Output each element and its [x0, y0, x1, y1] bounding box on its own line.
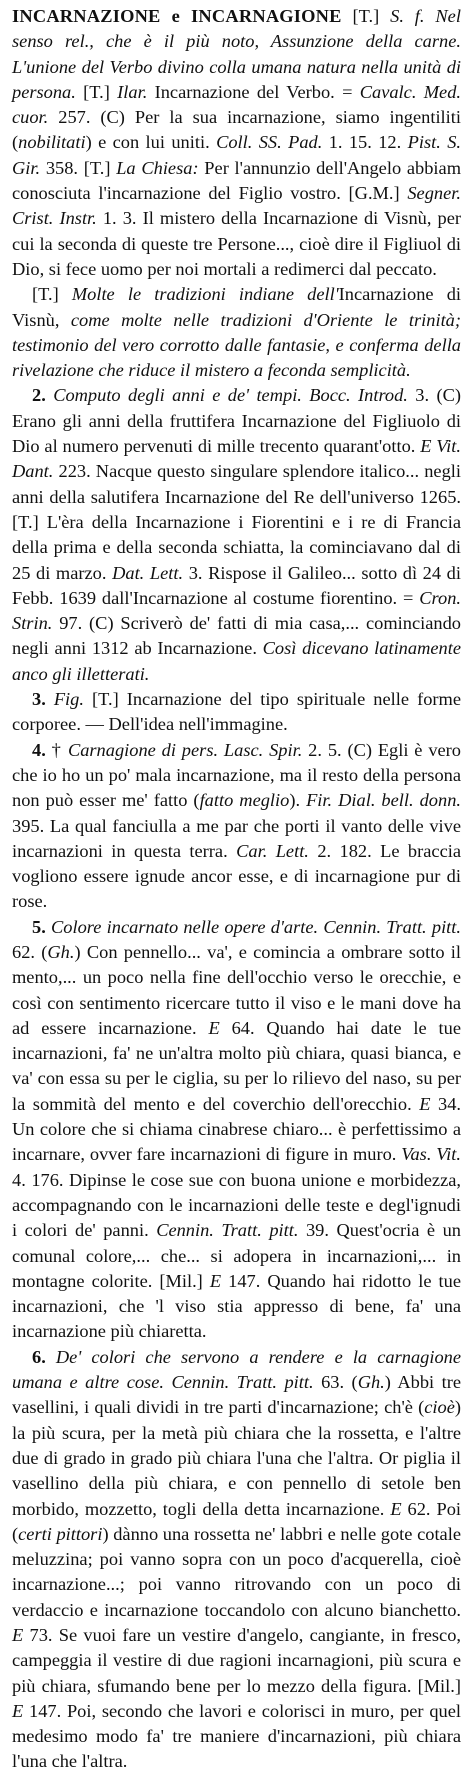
text-run: nobilitati: [18, 132, 86, 153]
entry-sense-paragraph: [12, 282, 461, 383]
text-run: De' colori che servono a rendere e la carnagione umana e altre cose. Cennin. Tratt. pitt.: [12, 1346, 461, 1393]
text-run: [T.]: [32, 284, 72, 305]
text-run: Segner. Crist. Instr.: [12, 183, 461, 229]
text-run: Dat. Lett.: [112, 562, 184, 583]
text-run: ) dànno una rossetta ne' labbri e nelle gote cotale meluzzina; poi vanno sopra con un poco d'acquerella, cioè incarnazione...; poi vanno ritrovando con un poco di verdaccio e incarnazione toccandolo con alcuno bianchetto.: [12, 1523, 461, 1620]
paragraph-body: [12, 385, 461, 683]
paragraph-body: [12, 917, 461, 1342]
text-run: Pist. S. Gir.: [12, 132, 461, 178]
text-run: Incarnazione del Verbo. =: [147, 81, 360, 102]
text-run: 1. 3. Il mistero della Incarnazione di Visnù, per cui la seconda di queste tre Persone..., cioè dire il Figliuol di Dio, si fece uomo per noi mortali a redimerci dal peccato.: [12, 208, 461, 279]
text-run: La Chiesa:: [116, 157, 199, 178]
text-run: E Vit. Dant.: [12, 436, 461, 482]
text-run: Incarnazione di Visnù,: [12, 284, 462, 330]
paragraph-body: [12, 284, 461, 380]
text-run: 1. 15. 12.: [322, 132, 408, 153]
text-run: Nel senso rel., che è il più noto, Assunzione della carne. L'unione del Verbo divino colla umana natura nella unità di persona.: [12, 6, 461, 102]
text-run: 2.: [32, 385, 46, 406]
text-run: Ilar.: [117, 81, 148, 102]
text-run: 39. Quest'ocria è un comunal colore,... che... si adopera in incarnazioni,... in montagne colorite. [Mil.]: [12, 1220, 461, 1291]
text-run: cioè: [424, 1397, 455, 1418]
text-run: Cron. Strin.: [12, 587, 461, 634]
text-run: E: [12, 1625, 24, 1645]
text-run: E: [390, 1498, 402, 1519]
text-run: Gh.: [357, 1372, 385, 1393]
text-run: ) Con pennello... va', e comincia a ombrare sotto il mento,... un poco nella fine dell'occhio verso le orecchie, e così con sentimento ricercare tutto il viso e le mani dove ha ad essere incarnazione.: [12, 941, 462, 1038]
text-run: 5.: [32, 916, 46, 937]
text-run: ) Abbi tre vasellini, i quali dividi in tre parti d'incarnazione; ch'è (: [12, 1372, 461, 1418]
text-run: 4. 176. Dipinse le cose sue con buona unione e morbidezza, accompagnando con le incarnazioni delle teste e degl'ignudi i colori de' panni.: [12, 1169, 461, 1241]
text-run: Così dicevano latinamente anco gli illetterati.: [12, 638, 461, 684]
text-run: certi pittori: [18, 1523, 103, 1544]
text-run: 3. Rispose il Galileo... sotto dì 24 di Febb. 1639 dall'Incarnazione al costume fiorentino. =: [12, 562, 461, 608]
paragraph-body: [12, 740, 461, 912]
text-run: [T.]: [75, 81, 118, 102]
text-run: Fir. Dial. bell. donn.: [306, 790, 461, 811]
paragraph-body: [12, 1347, 461, 1772]
text-run: E: [419, 1093, 431, 1114]
text-run: [46, 689, 54, 709]
text-run: [46, 1347, 56, 1367]
text-run: Car. Lett.: [236, 840, 309, 861]
entry-sense-paragraph: [12, 915, 461, 1345]
text-run: 4.: [32, 739, 46, 760]
text-run: Coll. SS. Pad.: [216, 132, 323, 153]
text-run: 358. [T.]: [40, 157, 117, 178]
text-run: Cavalc. Med. cuor.: [12, 81, 461, 128]
text-run: fatto meglio: [199, 790, 290, 811]
entry-main-paragraph: [12, 4, 461, 282]
text-run: 64. Quando hai date le tue incarnazioni, fa' ne un'altra molto più chiara, quasi bianca, e va' con essa su per le ciglia, su per lo rilievo del naso, su per la sommità del mento e del coverchio dell'orecchio.: [12, 1017, 461, 1114]
text-run: †: [45, 739, 68, 760]
entry-tag: [T.]: [352, 6, 380, 26]
text-run: 2. 5. (C) Egli è vero che io ho un po' mala incarnazione, ma il resto della persona non può esser me' fatto (: [12, 739, 461, 811]
text-run: 147. Poi, secondo che lavori e colorisci in muro, per quel medesimo modo fa' tre maniere d'incarnazioni, più chiara l'una che l'altra.: [12, 1700, 461, 1772]
entry-sense-paragraph: [12, 738, 461, 915]
text-run: 62. Poi (: [12, 1498, 461, 1544]
text-run: Carnagione di pers. Lasc. Spir.: [67, 739, 303, 760]
text-run: 3. (C) Erano gli anni della fruttifera Incarnazione del Figliuolo di Dio al numero pervenuti di mille trecento quarant'otto.: [12, 385, 461, 457]
grammar-label: S. f.: [390, 6, 425, 26]
text-run: ).: [289, 790, 307, 811]
text-run: Gh.: [47, 941, 75, 962]
text-run: Computo degli anni e de' tempi. Bocc. Introd.: [53, 385, 408, 406]
text-run: E: [209, 1270, 222, 1291]
text-run: 34. Un colore che si chiama cinabrese chiaro... è perfettissimo a incarnare, ovver fare incarnazioni di figure in muro.: [12, 1093, 461, 1165]
text-run: 223. Nacque questo singulare splendore italico... negli anni della salutifera Incarnazione del Re dell'universo 1265. [T.] L'èra della Incarnazione i Fiorentini e i re di Francia della prima e della seconda schiatta, la cominciavano dal di 25 di marzo.: [12, 461, 461, 583]
text-run: 3.: [32, 689, 46, 710]
text-run: come molte nelle tradizioni d'Oriente le trinità; testimonio del vero corrotto dalle fantasie, e conferma della rivelazione che riduce il mistero a feconda semplicità.: [12, 309, 461, 381]
text-run: 63. (: [313, 1372, 358, 1393]
text-run: Colore incarnato nelle opere d'arte. Cennin. Tratt. pitt.: [51, 916, 462, 937]
text-run: ) e con lui uniti.: [85, 132, 217, 153]
entry-sense-paragraph: [12, 687, 461, 738]
text-run: Per l'annunzio dell'Angelo abbiam conosciuta l'incarnazione del Figlio vostro. [G.M.]: [12, 157, 462, 204]
text-run: Fig.: [53, 689, 84, 710]
text-run: E: [12, 1700, 24, 1721]
entry-sense-paragraph: [12, 1345, 461, 1775]
text-run: Molte le tradizioni indiane dell': [71, 284, 339, 305]
paragraph-body: [12, 689, 461, 734]
text-run: 147. Quando hai ridotto le tue incarnazioni, che 'l viso stia appresso di bene, fa' una incarnazione più chiaretta.: [12, 1270, 461, 1342]
text-run: 97. (C) Scriverò de' fatti di mia casa,... cominciando negli anni 1312 ab Incarnazione.: [12, 613, 461, 659]
entry-sense-paragraph: [12, 383, 461, 687]
text-run: ) la più scura, per la metà più chiara che la rossetta, e l'altre due di grado in grado più chiara l'una che l'altra. Or piglia il vasellino della più chiara, e con pennello di setole ben morbido, mozzetto, togli della detta incarnazione.: [12, 1397, 461, 1519]
text-run: 73. Se vuoi fare un vestire d'angelo, cangiante, in fresco, campeggia il vestire di due ragioni incarnagioni, più scura e più chiara, sfumando bene per lo mezzo della figura. [Mil.]: [12, 1625, 461, 1696]
text-run: 62. (: [12, 941, 48, 962]
text-run: 6.: [32, 1346, 46, 1367]
text-run: Cennin. Tratt. pitt.: [156, 1220, 299, 1241]
paragraph-body: [12, 6, 461, 279]
text-run: 2. 182. Le braccia vogliono essere ignude ancor esse, e di incarnagione pur di rose.: [12, 840, 462, 912]
text-run: E: [208, 1017, 220, 1038]
text-run: 257. (C) Per la sua incarnazione, siamo ingentiliti (: [12, 107, 461, 153]
text-run: 395. La qual fanciulla a me par che porti il vanto delle vive incarnazioni in questa terra.: [12, 815, 461, 861]
headword: INCARNAZIONE e INCARNAGIONE: [12, 6, 342, 26]
text-run: Vas. Vit.: [401, 1144, 461, 1165]
text-run: [T.] Incarnazione del tipo spirituale nelle forme corporee. — Dell'idea nell'immagine.: [12, 689, 461, 735]
